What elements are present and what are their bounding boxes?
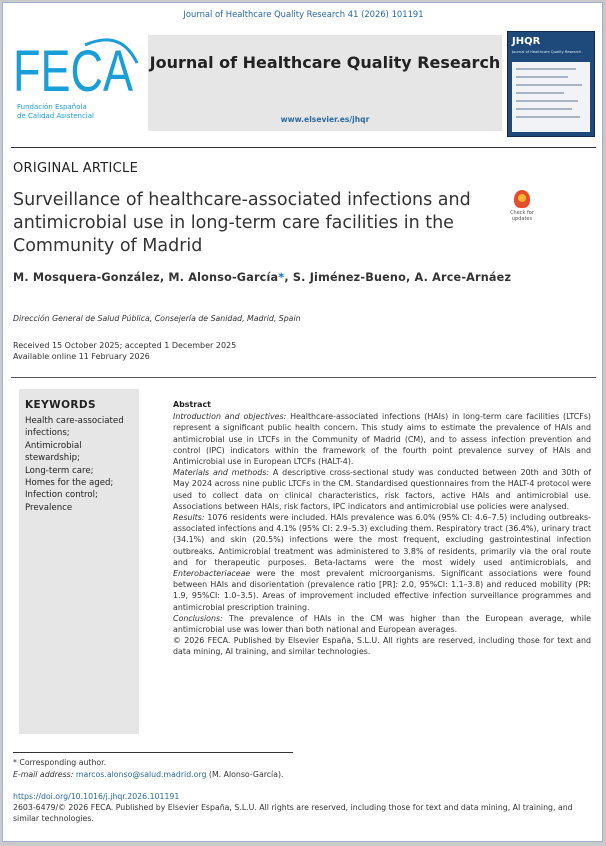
abstract-results xyxy=(173,512,591,613)
corresponding-author-marker[interactable]: * xyxy=(278,271,285,284)
journal-cover[interactable] xyxy=(507,31,595,137)
check-icon xyxy=(518,194,526,202)
keyword-item: Prevalence xyxy=(25,502,73,513)
footer-copyright: 2603-6479/© 2026 FECA. Published by Elsevier España, S.L.U. All rights are reserved, including those for text and data mining, AI training, and similar technologies. xyxy=(13,803,573,823)
keywords-box xyxy=(19,389,139,734)
email-owner: (M. Alonso-García). xyxy=(208,770,284,779)
header-rule xyxy=(11,147,596,148)
feca-logo xyxy=(11,33,141,133)
abstract-rule xyxy=(11,377,596,378)
keywords-title: KEYWORDS xyxy=(25,399,96,411)
journal-banner xyxy=(148,35,502,131)
abstract-conclusions xyxy=(173,613,591,635)
keyword-item: Homes for the aged; xyxy=(25,478,114,489)
cover-contents xyxy=(512,62,590,132)
results-text-b: were the most prevalent microorganisms. Significant associations were found between HAIs and disorientation (prevalence ratio [PR]: 2.0, 95%CI: 1.1–3.8) and reduced mobility (PR: 1.9, 95%CI: 1.0–3.5). Areas of improvement included effective infection surveillance programmes and antimicrobial prescription training. xyxy=(173,569,591,612)
article-page xyxy=(2,2,603,842)
footnote xyxy=(13,757,284,781)
abstract-copyright: © 2026 FECA. Published by Elsevier España, S.L.U. All rights are reserved, including those for text and data mining, AI training, and similar technologies. xyxy=(173,636,591,657)
received-date: Received 15 October 2025; accepted 1 December 2025 xyxy=(13,341,237,350)
svg-text:FECA: FECA xyxy=(13,39,134,104)
feca-subtitle-line2: de Calidad Asistencial xyxy=(17,112,94,120)
authors-rest: , S. Jiménez-Bueno, A. Arce-Arnáez xyxy=(284,271,512,284)
keywords-list xyxy=(25,415,137,514)
conclusions-text: The prevalence of HAIs in the CM was higher than the European average, while antimicrobial use was lower than both national and European averages. xyxy=(173,613,592,635)
abstract xyxy=(173,399,591,658)
footnote-rule xyxy=(13,752,293,753)
running-head[interactable]: Journal of Healthcare Quality Research 41 (2026) 101191 xyxy=(183,9,424,19)
authors-first: M. Mosquera-González, M. Alonso-García xyxy=(13,271,279,284)
article-dates xyxy=(13,340,236,362)
results-text-a: 1076 residents were included. HAIs prevalence was 6.0% (95% CI: 4.6–7.5) including outbreaks-associated infections and 4.1% (95% CI: 2.9–5.3) excluding them. Respiratory tract (36.4%), urinary tract (34.1%) and skin (20.5%) infections were the most frequent, excluding gastrointestinal infection outbreaks. Antimicrobial treatment was administered to 3.8% of residents, primarily via the oral route and for therapeutic purposes. Beta-lactams were the most widely used antimicrobials, and xyxy=(173,513,591,567)
results-label: Results: xyxy=(173,513,205,523)
intro-label: Introduction and objectives: xyxy=(173,412,287,422)
check-updates-label: Check for updates xyxy=(510,210,534,222)
corresponding-author-note: * Corresponding author. xyxy=(13,758,107,767)
conclusions-label: Conclusions: xyxy=(173,613,223,623)
article-title: Surveillance of healthcare-associated infections and antimicrobial use in long-term care facilities in the Community of Madrid xyxy=(13,190,471,256)
journal-title: Journal of Healthcare Quality Research xyxy=(149,53,501,72)
keyword-item: Long-term care; xyxy=(25,465,94,476)
methods-label: Materials and methods: xyxy=(173,468,270,478)
feca-subtitle xyxy=(17,103,137,121)
feca-subtitle-line1: Fundación Española xyxy=(17,103,87,111)
cover-label: JHQR xyxy=(512,36,541,47)
journal-url-link[interactable]: www.elsevier.es/jhqr xyxy=(280,115,370,124)
results-organism: Enterobacteriaceae xyxy=(173,569,251,579)
abstract-methods xyxy=(173,467,591,512)
email-link[interactable]: marcos.alonso@salud.madrid.org xyxy=(75,770,207,779)
cover-subtitle: Journal of Healthcare Quality Research xyxy=(512,50,582,54)
keyword-item: Antimicrobial stewardship; xyxy=(25,440,82,464)
abstract-title: Abstract xyxy=(173,400,211,409)
check-for-updates-button[interactable] xyxy=(505,190,539,224)
keyword-item: Infection control; xyxy=(25,490,98,501)
affiliation: Dirección General de Salud Pública, Consejería de Sanidad, Madrid, Spain xyxy=(13,314,301,323)
methods-text: A descriptive cross-sectional study was conducted between 20th and 30th of May 2024 across nine public LTCFs in the CM. Standardised questionnaires from the HALT-4 protocol were used to collect data on clinical characteristics, risk factors, active HAIs and antimicrobial use. Associations between HAIs, risk factors, IPC indicators and antimicrobial use policies were analysed. xyxy=(173,468,591,511)
email-line xyxy=(13,769,284,781)
abstract-introduction xyxy=(173,411,591,467)
author-list xyxy=(13,271,593,284)
intro-text: Healthcare-associated infections (HAIs) in long-term care facilities (LTCFs) represent a significant public health concern. This study aims to estimate the prevalence of HAIs and antimicrobial use in LTCFs in the Community of Madrid (CM), and to assess infection prevention and control (IPC) indicators within the framework of the fourth point prevalence survey of HAIs and Antimicrobial use in European LTCFs (HALT-4). xyxy=(173,412,592,467)
available-date: Available online 11 February 2026 xyxy=(13,352,150,361)
doi-link[interactable]: https://doi.org/10.1016/j.jhqr.2026.101191 xyxy=(13,792,180,801)
keyword-item: Health care-associated infections; xyxy=(25,416,124,439)
section-label: ORIGINAL ARTICLE xyxy=(13,161,139,176)
email-label: E-mail address: xyxy=(13,770,74,779)
